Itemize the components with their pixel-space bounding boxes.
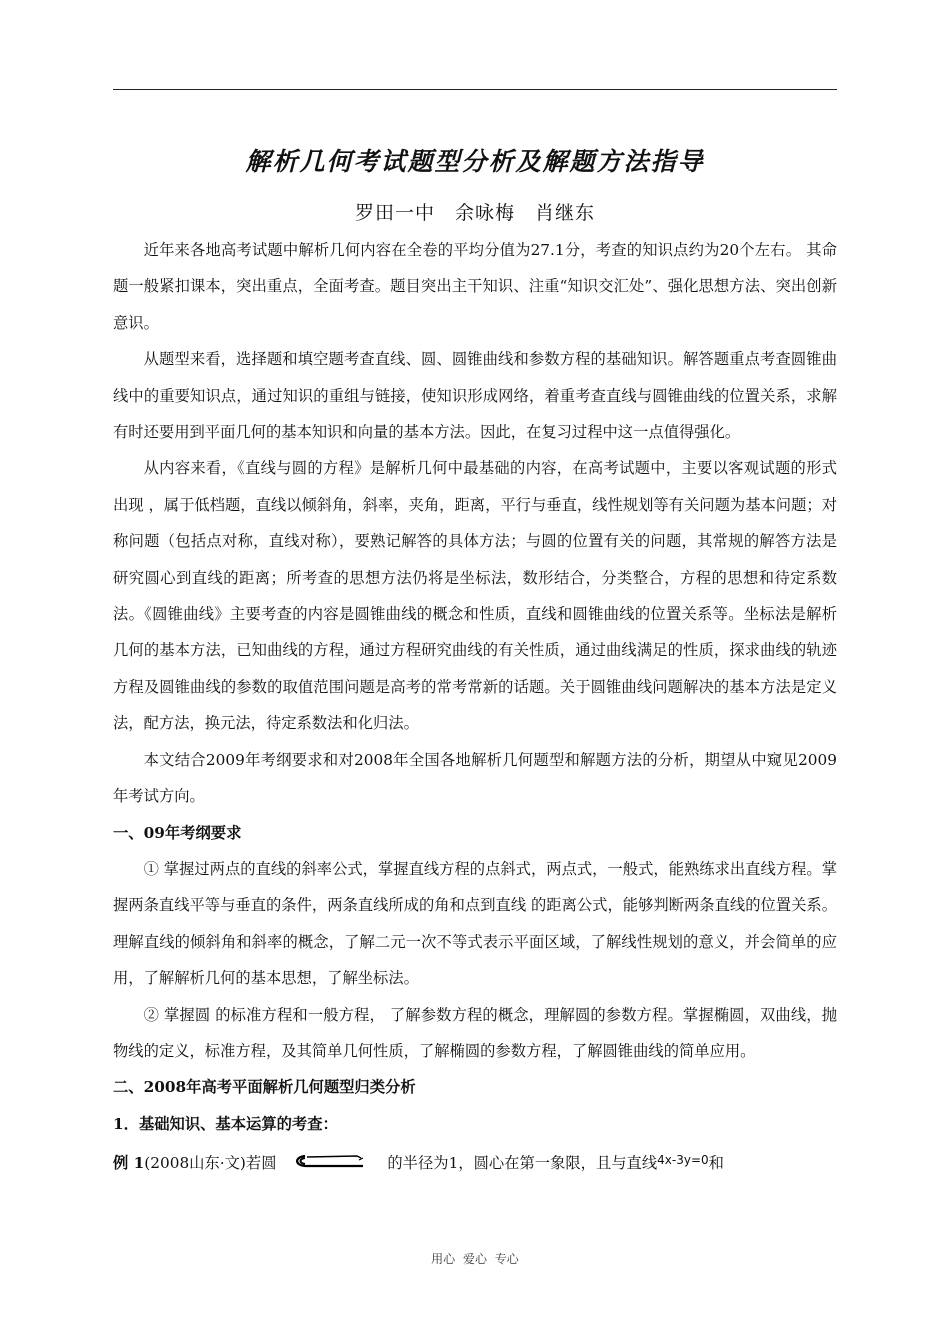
example-line (113, 1142, 837, 1182)
example-text-a: (2008山东·文)若圆 (144, 1154, 277, 1173)
document-title: 解析几何考试题型分析及解题方法指导 (245, 147, 705, 176)
syllabus-item: ② 掌握圆 的标准方程和一般方程， 了解参数方程的概念，理解圆的参数方程。掌握椭圆，双曲线，抛物线的定义，标准方程，及其简单几何性质，了解椭圆的参数方程，了解圆锥曲线的简单应用。 (113, 1005, 837, 1060)
section-heading: 二、2008年高考平面解析几何题型归类分析 (113, 1078, 416, 1097)
subsection-heading: 1．基础知识、基本运算的考查： (113, 1114, 338, 1133)
paragraph: 从内容来看，《直线与圆的方程》是解析几何中最基础的内容，在高考试题中，主要以客观试题的形式出现 ，属于低档题，直线以倾斜角，斜率，夹角，距离，平行与垂直，线性规划等有关问题为基本问题；对称问题（包括点对称，直线对称），要熟记解答的具体方法；与圆的位置有关的问题，其常规的解答方法是研究圆心到直线的距离；所考查的思想方法仍将是坐标法，数形结合，分类整合，方程的思想和待定系数法。《圆锥曲线》主要考查的内容是圆锥曲线的概念和性质，直线和圆锥曲线的位置关系等。坐标法是解析几何的基本方法，已知曲线的方程，通过方程研究曲线的有关性质，通过曲线满足的性质，探求曲线的轨迹方程及圆锥曲线的参数的取值范围问题是高考的常考常新的话题。关于圆锥曲线问题解决的基本方法是定义法，配方法，换元法，待定系数法和化归法。 (113, 459, 837, 733)
paragraph: 从题型来看，选择题和填空题考查直线、圆、圆锥曲线和参数方程的基础知识。解答题重点考查圆锥曲线中的重要知识点，通过知识的重组与链接，使知识形成网络，着重考查直线与圆锥曲线的位置关系，求解有时还要用到平面几何的基本知识和向量的基本方法。因此，在复习过程中这一点值得强化。 (113, 350, 837, 442)
equation-image (293, 1146, 365, 1182)
example-label: 例 1 (113, 1154, 145, 1173)
example-text-c: 和 (708, 1154, 724, 1173)
paragraph: 本文结合2009年考纲要求和对2008年全国各地解析几何题型和解题方法的分析，期望从中窥见2009年考试方向。 (113, 750, 837, 806)
document-authors: 罗田一中 余咏梅 肖继东 (354, 202, 595, 224)
header-rule (113, 89, 837, 90)
line-equation: 4x-3y=0 (657, 1153, 709, 1168)
syllabus-item: ① 掌握过两点的直线的斜率公式，掌握直线方程的点斜式，两点式，一般式，能熟练求出直线方程。掌握两条直线平等与垂直的条件，两条直线所成的角和点到直线 的距离公式，能够判断两条直线的位置关系。理解直线的倾斜角和斜率的概念，了解二元一次不等式表示平面区域，了解线性规划的意义，并会简单的应用，了解解析几何的基本思想，了解坐标法。 (113, 859, 837, 988)
document-body (113, 232, 837, 1182)
example-text-b: 的半径为1，圆心在第一象限，且与直线 (387, 1154, 658, 1173)
paragraph: 近年来各地高考试题中解析几何内容在全卷的平均分值为27.1分，考查的知识点约为20个左右。 其命题一般紧扣课本，突出重点，全面考查。题目突出主干知识、注重“知识交汇处”、强化思想方法、突出创新意识。 (113, 241, 837, 332)
section-heading: 一、09年考纲要求 (113, 823, 242, 842)
page-footer: 用心 爱心 专心 (431, 1252, 519, 1266)
